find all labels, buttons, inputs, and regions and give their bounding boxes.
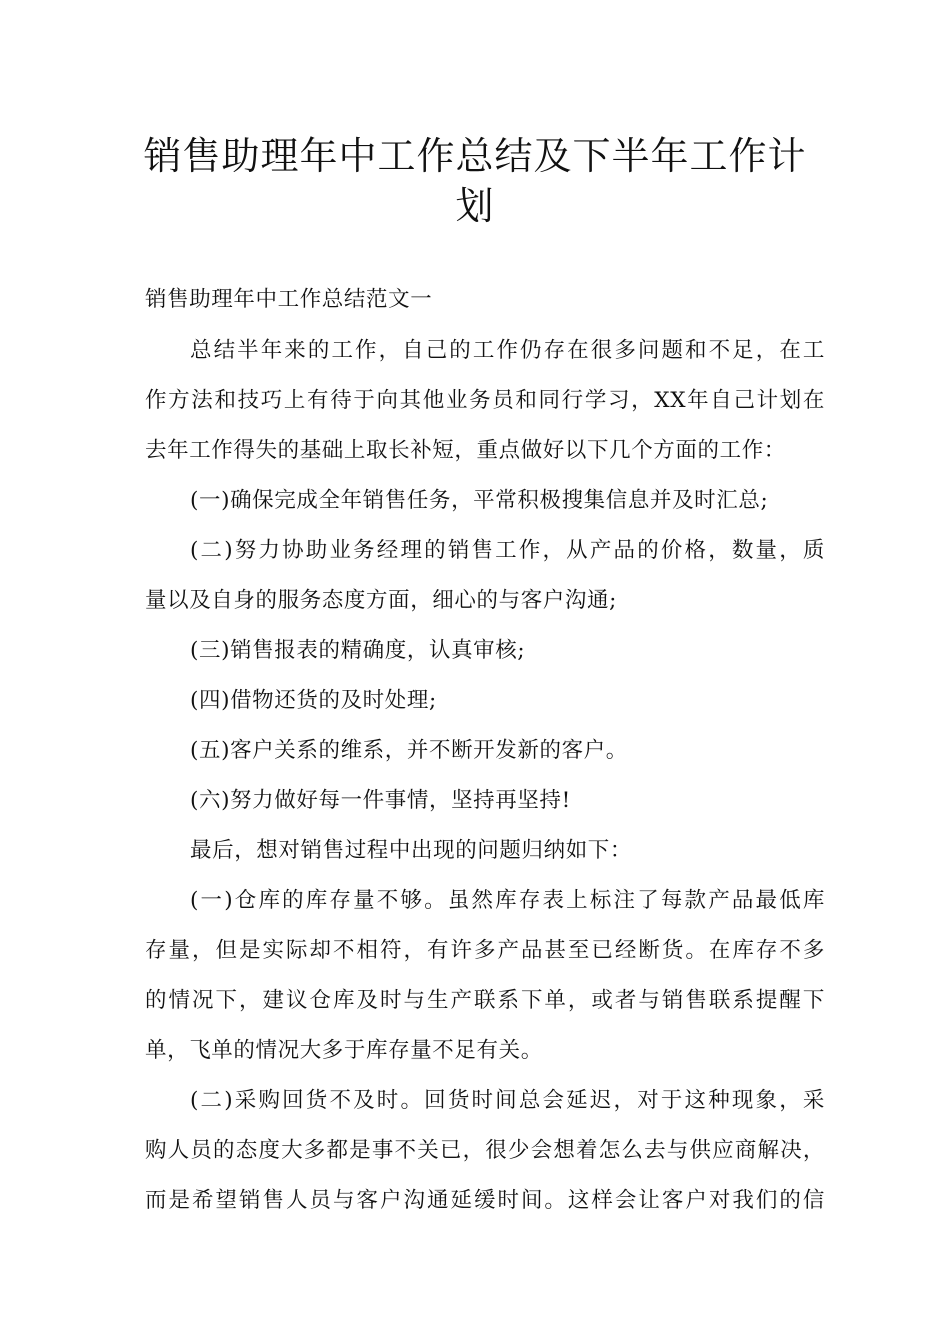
section-heading: 销售助理年中工作总结范文一 — [145, 287, 433, 312]
list-item: (四)借物还货的及时处理; — [190, 688, 437, 713]
document-title-line-1: 销售助理年中工作总结及下半年工作计 — [143, 134, 807, 178]
list-item: (二)采购回货不及时。回货时间总会延迟，对于这种现象，采 — [190, 1088, 825, 1113]
paragraph-line: 量以及自身的服务态度方面，细心的与客户沟通; — [145, 588, 617, 613]
list-item: (一)仓库的库存量不够。虽然库存表上标注了每款产品最低库 — [190, 888, 825, 913]
document-title-line-2: 划 — [455, 184, 495, 228]
list-item: (三)销售报表的精确度，认真审核; — [190, 638, 526, 663]
paragraph-line: 去年工作得失的基础上取长补短，重点做好以下几个方面的工作： — [145, 438, 786, 463]
paragraph-line: 总结半年来的工作，自己的工作仍存在很多问题和不足，在工 — [190, 338, 825, 363]
list-item: (一)确保完成全年销售任务，平常积极搜集信息并及时汇总; — [190, 488, 769, 513]
list-item: (六)努力做好每一件事情，坚持再坚持! — [190, 788, 571, 813]
list-item: (二)努力协助业务经理的销售工作，从产品的价格，数量，质 — [190, 538, 825, 563]
paragraph-line: 存量，但是实际却不相符，有许多产品甚至已经断货。在库存不多 — [145, 938, 825, 963]
paragraph-line: 最后，想对销售过程中出现的问题归纳如下： — [190, 838, 633, 863]
paragraph-line: 单，飞单的情况大多于库存量不足有关。 — [145, 1038, 543, 1063]
paragraph-line: 作方法和技巧上有待于向其他业务员和同行学习，XX年自己计划在 — [145, 388, 825, 413]
list-item: (五)客户关系的维系，并不断开发新的客户。 — [190, 738, 628, 763]
paragraph-line: 的情况下，建议仓库及时与生产联系下单，或者与销售联系提醒下 — [145, 988, 825, 1013]
paragraph-line: 购人员的态度大多都是事不关已，很少会想着怎么去与供应商解决， — [145, 1138, 825, 1163]
paragraph-line: 而是希望销售人员与客户沟通延缓时间。这样会让客户对我们的信 — [145, 1188, 825, 1213]
